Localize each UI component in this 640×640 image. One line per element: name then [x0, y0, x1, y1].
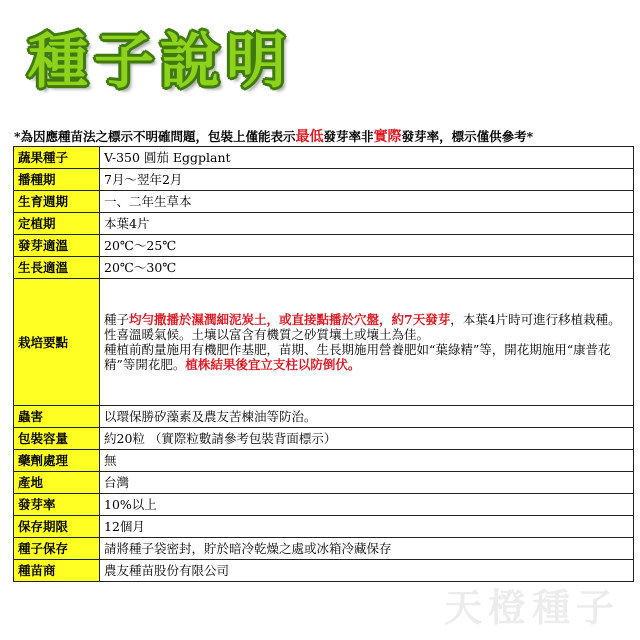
row-value: 本葉4片: [100, 213, 634, 235]
table-row: [14, 257, 634, 279]
table-row: [14, 494, 634, 516]
table-row: [14, 235, 634, 257]
cultivation-text: ，本葉4片時可進行移植栽種。性喜溫暖氣候。土壤以富含有機質之砂質壤土或壤土為佳。: [104, 312, 621, 342]
row-value: 20℃～25℃: [100, 235, 634, 257]
cultivation-value: [100, 279, 634, 406]
notice-text: [14, 126, 626, 146]
cultivation-text: 種子: [104, 312, 130, 327]
table-row: [14, 472, 634, 494]
row-value: 12個月: [100, 516, 634, 538]
row-key: 發芽率: [14, 494, 100, 516]
row-value: 20℃～30℃: [100, 257, 634, 279]
row-value: 無: [100, 450, 634, 472]
cultivation-key: 栽培要點: [14, 279, 100, 406]
table-row: [14, 147, 634, 169]
table-row: [14, 516, 634, 538]
row-key: 定植期: [14, 213, 100, 235]
notice-prefix: *為因應種苗法之標示不明確問題，包裝上僅能表示: [14, 129, 296, 144]
row-value: 請將種子袋密封，貯於暗冷乾燥之處或冰箱冷藏保存: [100, 538, 634, 560]
watermark: 天橙種子: [443, 586, 620, 630]
row-key: 蟲害: [14, 406, 100, 428]
notice-mid: 發芽率非: [323, 129, 374, 144]
row-key: 生育週期: [14, 191, 100, 213]
row-key: 包裝容量: [14, 428, 100, 450]
cultivation-text: 種植前酌量施用有機肥作基肥，苗期、生長期施用營養肥如“葉綠精”等，開花期施用“康普花精”等開花肥。: [104, 342, 611, 372]
table-row: [14, 450, 634, 472]
row-value: 一、二年生草本: [100, 191, 634, 213]
cultivation-highlight: 均勻撒播於濕潤細泥炭土，或直接點播於穴盤，約7天發芽: [129, 312, 451, 327]
row-value: 約20粒 （實際粒數請參考包裝背面標示）: [100, 428, 634, 450]
row-key: 蔬果種子: [14, 147, 100, 169]
notice-highlight-lowest: 最低: [295, 129, 324, 145]
row-key: 種苗商: [14, 560, 100, 582]
spec-table: [13, 146, 634, 582]
row-key: 發芽適溫: [14, 235, 100, 257]
page-title: 種子說明: [28, 27, 292, 97]
row-key: 藥劑處理: [14, 450, 100, 472]
cultivation-highlight: 植株結果後宜立支柱以防倒伏。: [185, 357, 361, 372]
row-value: 10%以上: [100, 494, 634, 516]
row-key: 產地: [14, 472, 100, 494]
table-row: [14, 213, 634, 235]
row-value: V-350 圓茄 Eggplant: [100, 147, 634, 169]
row-value: 以環保勝矽藻素及農友苦楝油等防治。: [100, 406, 634, 428]
table-row: [14, 169, 634, 191]
row-value: 農友種苗股份有限公司: [100, 560, 634, 582]
row-value: 7月～翌年2月: [100, 169, 634, 191]
notice-suffix: 發芽率，標示僅供參考*: [401, 129, 534, 144]
row-key: 播種期: [14, 169, 100, 191]
row-key: 保存期限: [14, 516, 100, 538]
table-row: [14, 191, 634, 213]
cultivation-row: [14, 279, 634, 406]
table-row: [14, 406, 634, 428]
notice-highlight-actual: 實際: [373, 129, 402, 145]
cultivation-paragraph-2: [104, 342, 629, 372]
row-key: 種子保存: [14, 538, 100, 560]
table-row: [14, 428, 634, 450]
table-row: [14, 538, 634, 560]
row-value: 台灣: [100, 472, 634, 494]
row-key: 生長適溫: [14, 257, 100, 279]
cultivation-paragraph-1: [104, 312, 629, 342]
